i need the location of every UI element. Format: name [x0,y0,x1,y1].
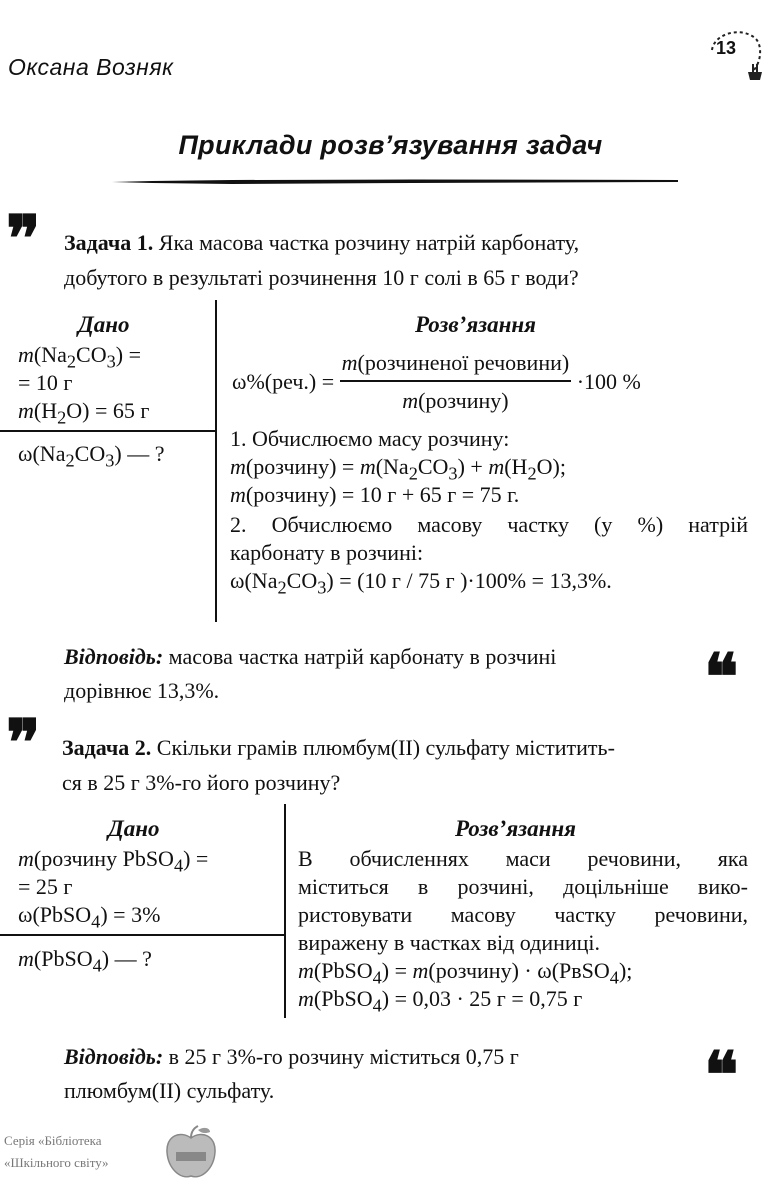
page-number: 13 [716,38,737,58]
task2-label: Задача 2. [62,735,152,760]
task1-answer [64,640,684,708]
task2-answer-line1: в 25 г 3%-го розчину міститься 0,75 г [163,1044,519,1069]
task1-given-3: $m(H_2O) = 65$ г [18,398,150,428]
task1-label: Задача 1. [64,230,154,255]
task1-answer-label: Відповідь: [64,644,164,669]
open-quote-icon: ❞ [6,202,41,277]
footer-line1: Серія «Бібліотека [4,1133,102,1148]
task2-step-4: виражену в частках від одиниці. [298,930,601,955]
task2-answer-label: Відповідь: [64,1044,164,1069]
task1-text-line1: Яка масова частка розчину натрій карбонату, [153,230,580,255]
open-quote-icon: ❞ [6,706,41,781]
task2-given-3: ω(PbSO$_4$) = 3% [18,902,161,932]
footer-line2: «Шкільного світу» [4,1155,109,1170]
task1-given-2: = 10 г [18,370,73,395]
task1-given-divider [0,430,216,432]
task2-given-1: m(розчину PbSO$_4$) = [18,846,209,876]
task1-answer-line1: масова частка натрій карбонату в розчині [163,644,557,669]
series-footer [4,1130,109,1174]
task1-step-5: карбонату в розчині: [230,540,424,565]
task2-column-divider [284,804,286,1018]
task2-text-line2: ся в 25 г 3%-го його розчину? [62,770,341,795]
task1-step-3: m(розчину) = 10 г + 65 г = 75 г. [230,482,520,507]
task1-formula-numerator: m(розчиненої речовини) [340,348,572,382]
task1-formula-left: ω%(реч.) = [232,369,335,394]
task2-step-2: міститься в розчині, доцільніше вико- [298,874,748,899]
task1-formula [232,348,641,416]
task2-step-5: m(PbSO$_4$) = m(розчину) · ω(PвSO$_4$); [298,958,633,988]
task1-solution-head: Розв’язання [415,312,537,337]
task1-step-6: $\omega(Na_2CO_3) = (10$ г / 75 г )·100% = 13,3%. [230,568,612,598]
apple-logo-icon [160,1122,222,1184]
task2-step-3: ристовувати масову частку речовини, [298,902,748,927]
task2-step-6: m(PbSO$_4$) = 0,03 · 25 г = 0,75 г [298,986,583,1016]
task1-statement [64,225,764,295]
title-underline [112,176,678,186]
task2-solution-head: Розв’язання [455,816,577,841]
section-title: Приклади розв’язування задач [178,130,603,160]
task1-text-line2: добутого в результаті розчинення 10 г солі в 65 г води? [64,265,579,290]
author-name: Оксана Возняк [8,54,174,80]
task2-given-divider [0,934,286,936]
task1-given-head: Дано [78,312,130,337]
close-quote-icon: ❝ [704,640,739,715]
task2-given-2: = 25 г [18,874,73,899]
task2-find: m(PbSO$_4$) — ? [18,946,152,976]
task1-answer-line2: дорівнює 13,3%. [64,678,220,703]
task1-step-4: 2. Обчислюємо масову частку (у %) натрій [230,512,748,537]
task2-answer [64,1040,684,1108]
task1-given-1: $m(Na_2CO_3)$ = [18,342,142,372]
task2-answer-line2: плюмбум(II) сульфату. [64,1078,275,1103]
close-quote-icon: ❝ [704,1038,739,1113]
task1-formula-denominator: m(розчину) [402,388,509,413]
task2-given-head: Дано [108,816,160,841]
task1-step-2: m(розчину) = $m(Na_2CO_3) + m(H_2O)$; [230,454,566,484]
task1-find: $\omega(Na_2CO_3)$ — ? [18,441,165,471]
task2-step-1: В обчисленнях маси речовини, яка [298,846,748,871]
task2-statement [62,730,762,800]
task2-text-line1: Скільки грамів плюмбум(II) сульфату міститить- [151,735,615,760]
task1-fraction [340,348,572,416]
task1-column-divider [215,300,217,622]
task1-formula-right: ·100 % [576,369,641,394]
task1-step-1: 1. Обчислюємо масу розчину: [230,426,510,451]
